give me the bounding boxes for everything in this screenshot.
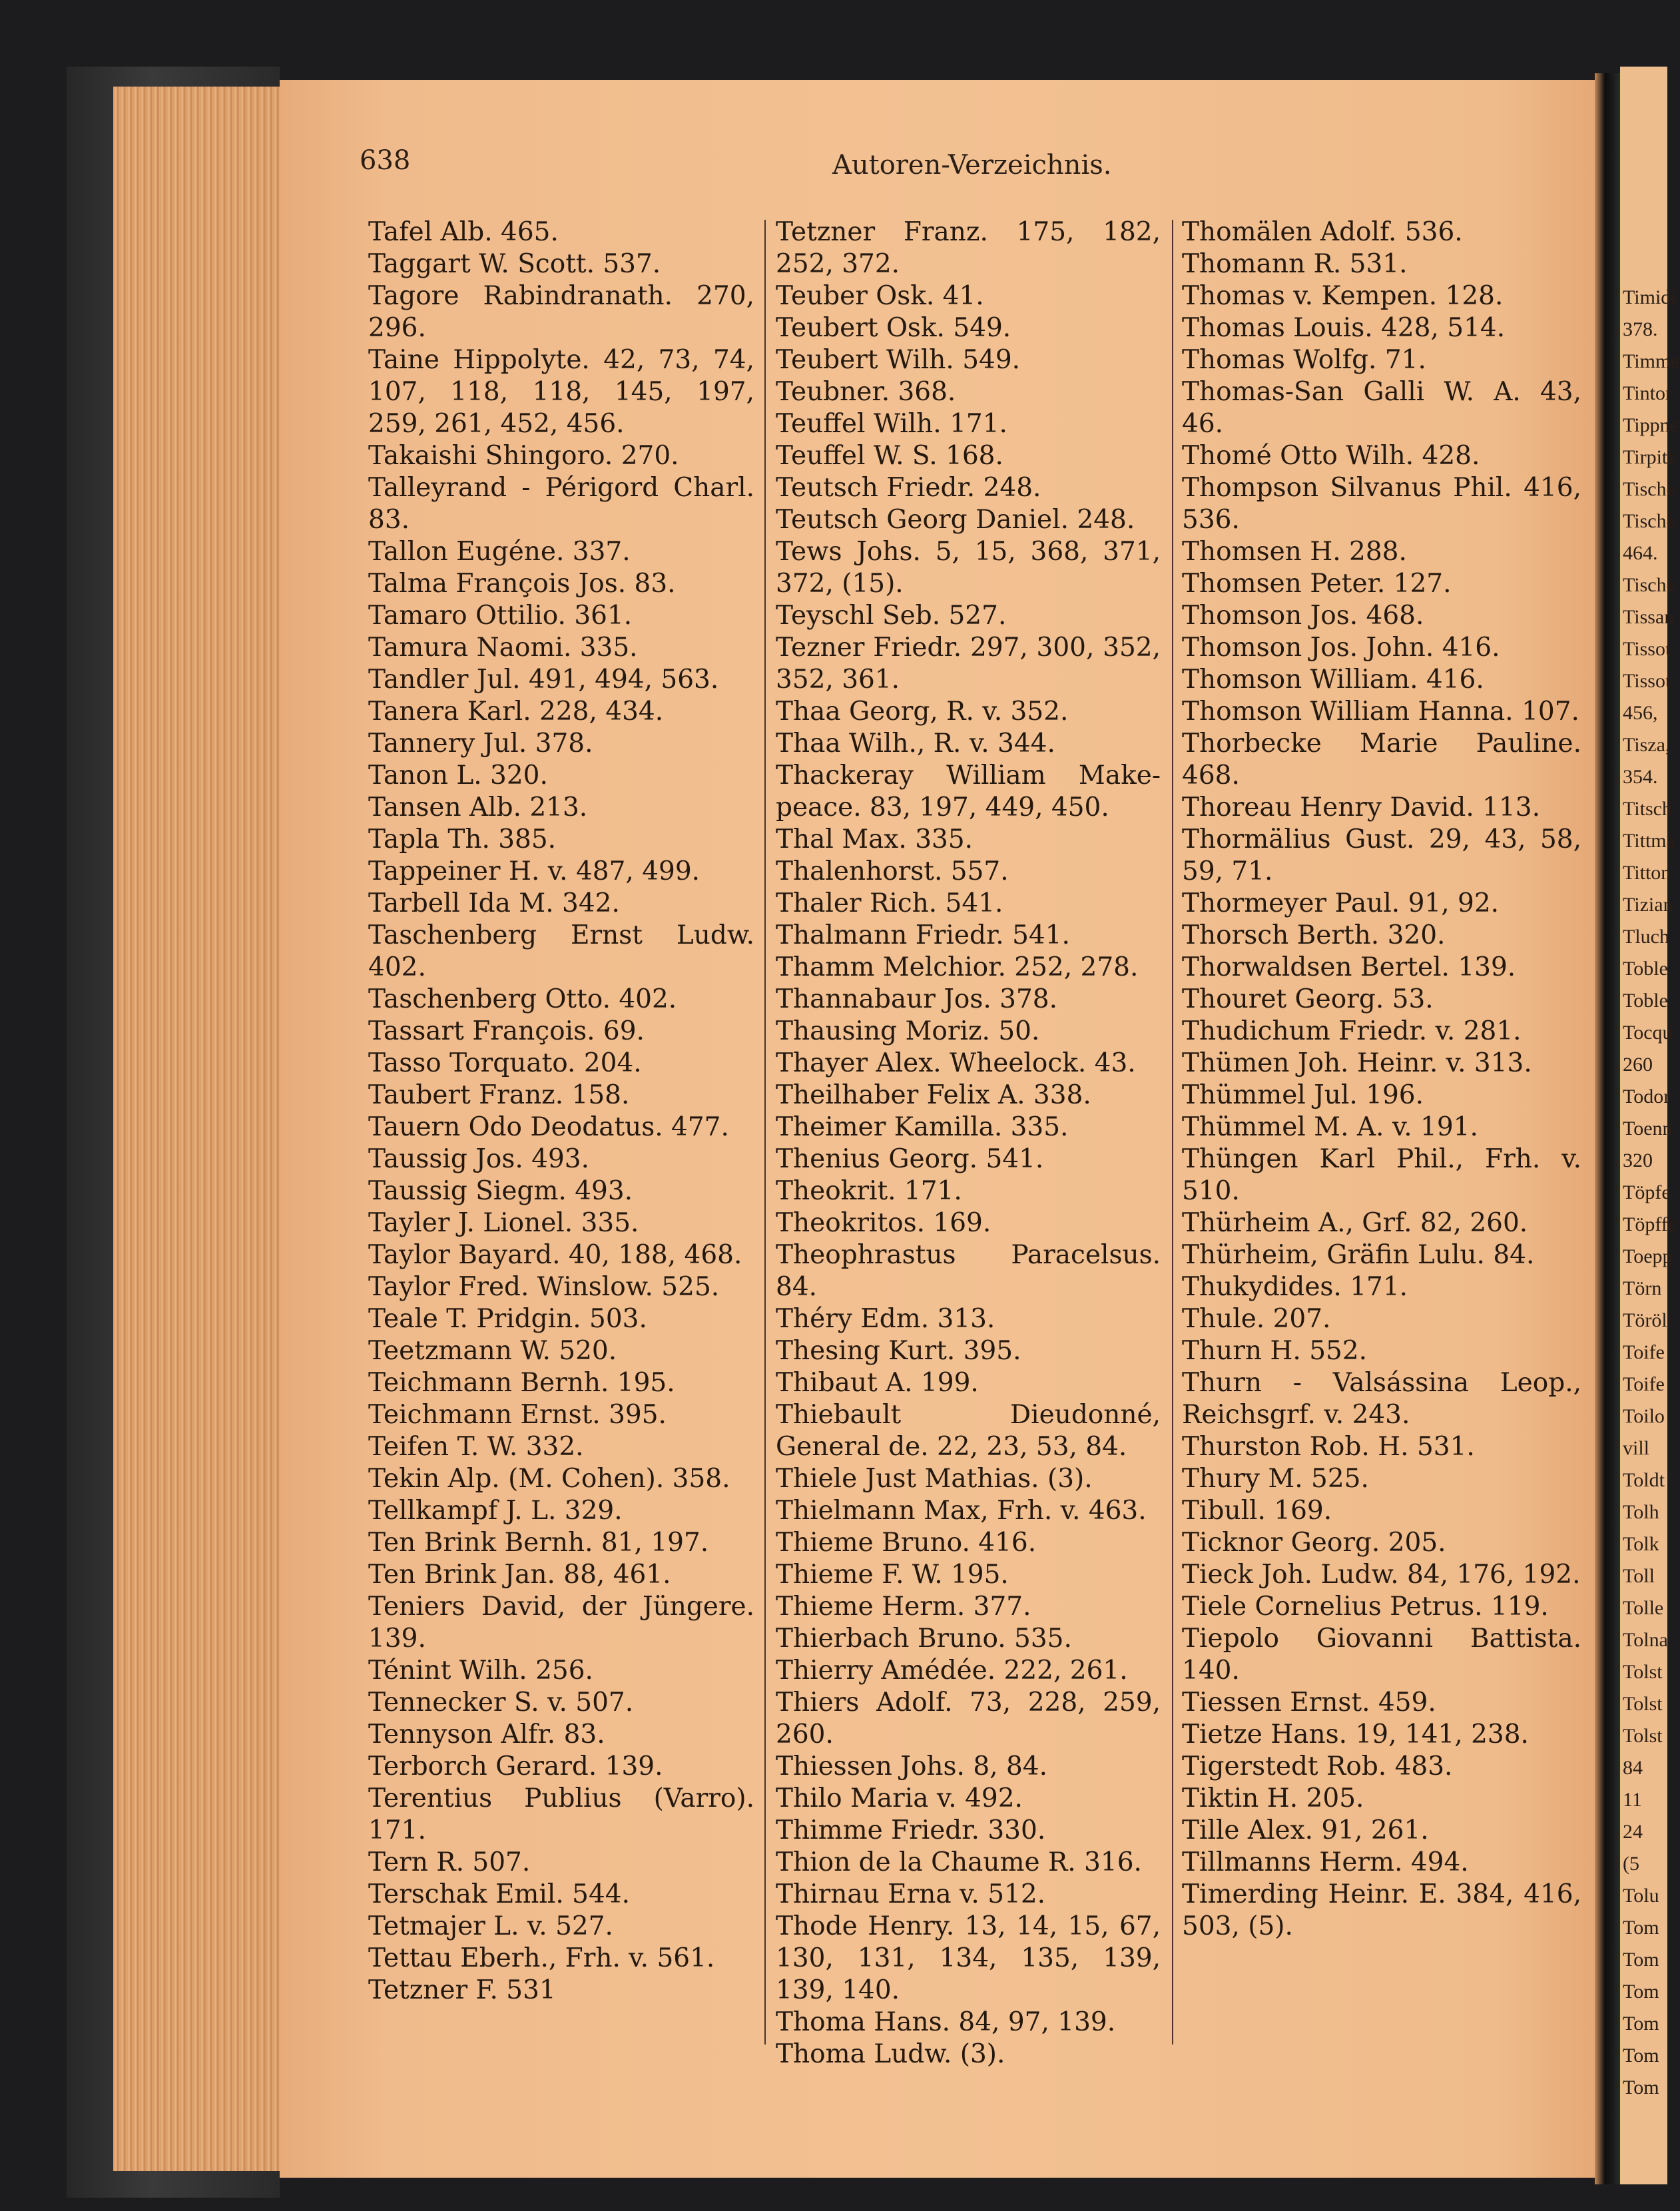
next-page-fragment: Tom: [1623, 2076, 1659, 2098]
next-page-fragment: Toldt: [1623, 1469, 1665, 1491]
next-page-fragment: Tizian: [1623, 894, 1673, 916]
next-page-fragment: 456,: [1623, 702, 1658, 724]
index-entry: Thieme Herm. 377.: [776, 1592, 1031, 1622]
index-entry: Thümmel Jul. 196.: [1182, 1080, 1424, 1110]
index-entry: Tallon Eugéne. 337.: [368, 537, 631, 567]
next-page-fragment: Tolst: [1623, 1661, 1663, 1683]
index-entry: Taussig Siegm. 493.: [368, 1176, 633, 1206]
next-page-fragment: Tische: [1623, 510, 1675, 532]
index-entry: Tayler J. Lionel. 335.: [368, 1208, 639, 1238]
index-entry: Theimer Kamilla. 335.: [776, 1112, 1069, 1142]
index-entry: Thouret Georg. 53.: [1182, 984, 1434, 1014]
page-title: Autoren-Verzeichnis.: [832, 150, 1112, 180]
next-page-fragment: 378.: [1623, 318, 1658, 340]
index-entry: Teichmann Bernh. 195.: [368, 1368, 675, 1398]
index-entry: Tennecker S. v. 507.: [368, 1688, 634, 1718]
index-entry: Tannery Jul. 378.: [368, 729, 593, 759]
index-entry: Tarbell Ida M. 342.: [368, 888, 620, 918]
index-entry: Thomson Jos. 468.: [1182, 601, 1424, 631]
index-entry: Thibaut A. 199.: [776, 1368, 979, 1398]
index-column-3: [1182, 216, 1581, 1943]
next-page-fragment: Töröl: [1623, 1309, 1667, 1331]
next-page-fragment: 354.: [1623, 766, 1658, 788]
index-entry: Thomann R. 531.: [1182, 249, 1408, 279]
index-entry: Thürheim, Gräfin Lulu. 84.: [1182, 1240, 1535, 1270]
next-page-fragment: Töpfe: [1623, 1181, 1671, 1203]
index-entry: Teubert Wilh. 549.: [776, 345, 1021, 375]
next-page-fragment: Tolh: [1623, 1501, 1659, 1523]
index-entry: Thackeray William Make-peace. 83, 197, 449, 450.: [776, 761, 1161, 822]
index-entry: Thomälen Adolf. 536.: [1182, 217, 1463, 247]
index-entry: Thomson Jos. John. 416.: [1182, 633, 1500, 663]
next-page-fragment: Titsch: [1623, 798, 1672, 820]
index-entry: Tiepolo Giovanni Battista. 140.: [1182, 1624, 1581, 1686]
index-entry: Tews Johs. 5, 15, 368, 371, 372, (15).: [776, 537, 1161, 599]
index-entry: Timerding Heinr. E. 384, 416, 503, (5).: [1182, 1879, 1581, 1941]
next-page-fragment: (5: [1623, 1853, 1639, 1875]
index-entry: Tietze Hans. 19, 141, 238.: [1182, 1720, 1529, 1749]
index-entry: Tillmanns Herm. 494.: [1182, 1847, 1469, 1877]
next-page-fragment: Tom: [1623, 2045, 1659, 2066]
index-entry: Thoma Hans. 84, 97, 139.: [776, 2007, 1116, 2037]
next-page-fragment: 11: [1623, 1789, 1642, 1811]
index-entry: Ten Brink Jan. 88, 461.: [368, 1560, 671, 1590]
index-entry: Thomas v. Kempen. 128.: [1182, 281, 1504, 311]
index-entry: Thesing Kurt. 395.: [776, 1336, 1021, 1366]
next-page-fragment: Tolst: [1623, 1693, 1663, 1715]
index-entry: Thierbach Bruno. 535.: [776, 1624, 1072, 1654]
index-entry: Teuber Osk. 41.: [776, 281, 984, 311]
index-entry: Thukydides. 171.: [1182, 1272, 1408, 1302]
index-entry: Tansen Alb. 213.: [368, 792, 588, 822]
next-page-fragment: Tittma: [1623, 830, 1675, 852]
index-entry: Tellkampf J. L. 329.: [368, 1496, 623, 1526]
next-page-fragment: Tirpitz: [1623, 446, 1677, 468]
next-page-fragment: Todor: [1623, 1086, 1671, 1107]
index-entry: Taylor Bayard. 40, 188, 468.: [368, 1240, 742, 1270]
index-entry: Thurn - Valsássina Leop., Reichsgrf. v. 243.: [1182, 1368, 1581, 1430]
index-column-1: [368, 216, 754, 2007]
next-page-fragment: Tissot: [1623, 638, 1671, 660]
index-entry: Takaishi Shingoro. 270.: [368, 441, 679, 471]
index-entry: Ten Brink Bernh. 81, 197.: [368, 1528, 709, 1558]
index-entry: Tiktin H. 205.: [1182, 1783, 1364, 1813]
next-page-fragment: Tische: [1623, 478, 1675, 500]
next-page-fragment: Tissot: [1623, 670, 1671, 692]
index-entry: Tamura Naomi. 335.: [368, 633, 638, 663]
index-entry: Thalenhorst. 557.: [776, 856, 1009, 886]
index-entry: Thieme F. W. 195.: [776, 1560, 1009, 1590]
index-entry: Tibull. 169.: [1182, 1496, 1332, 1526]
next-page-fragment: Töpffe: [1623, 1213, 1677, 1235]
index-entry: Teutsch Georg Daniel. 248.: [776, 505, 1135, 535]
index-entry: Thenius Georg. 541.: [776, 1144, 1044, 1174]
next-page-fragment: vill: [1623, 1437, 1650, 1459]
index-entry: Thomson William Hanna. 107.: [1182, 697, 1579, 727]
index-entry: Thiebault Dieudonné, General de. 22, 23, 53, 84.: [776, 1400, 1161, 1462]
index-entry: Thorwaldsen Bertel. 139.: [1182, 952, 1516, 982]
index-entry: Thieme Bruno. 416.: [776, 1528, 1037, 1558]
index-entry: Ticknor Georg. 205.: [1182, 1528, 1446, 1558]
next-page-fragment: Tolle: [1623, 1597, 1664, 1619]
index-entry: Tern R. 507.: [368, 1847, 531, 1877]
next-page-fragment: Tissan: [1623, 606, 1675, 628]
index-entry: Tetzner F. 531: [368, 1975, 556, 2005]
index-entry: Tauern Odo Deodatus. 477.: [368, 1112, 729, 1142]
next-page-fragment: Tintor: [1623, 382, 1672, 404]
index-entry: Thomsen H. 288.: [1182, 537, 1407, 567]
index-entry: Teyschl Seb. 527.: [776, 601, 1007, 631]
index-entry: Thomas Wolfg. 71.: [1182, 345, 1426, 375]
index-entry: Thomas-San Galli W. A. 43, 46.: [1182, 377, 1581, 439]
next-page-fragment: Tolst: [1623, 1725, 1663, 1747]
index-entry: Thaa Wilh., R. v. 344.: [776, 729, 1055, 759]
next-page-fragment: Toilo: [1623, 1405, 1665, 1427]
index-entry: Tiele Cornelius Petrus. 119.: [1182, 1592, 1549, 1622]
index-entry: Thüngen Karl Phil., Frh. v. 510.: [1182, 1144, 1581, 1206]
index-entry: Thoreau Henry David. 113.: [1182, 792, 1541, 822]
index-entry: Thudichum Friedr. v. 281.: [1182, 1016, 1522, 1046]
index-entry: Thal Max. 335.: [776, 824, 974, 854]
index-column-2: [776, 216, 1161, 2070]
index-entry: Tezner Friedr. 297, 300, 352, 352, 361.: [776, 633, 1161, 695]
index-entry: Teutsch Friedr. 248.: [776, 473, 1041, 503]
index-entry: Theokrit. 171.: [776, 1176, 962, 1206]
next-page-fragment: 320: [1623, 1149, 1653, 1171]
next-page-fragment: Toenn: [1623, 1117, 1673, 1139]
index-entry: Teale T. Pridgin. 503.: [368, 1304, 647, 1334]
index-entry: Thürheim A., Grf. 82, 260.: [1182, 1208, 1528, 1238]
index-entry: Teubert Osk. 549.: [776, 313, 1011, 343]
index-entry: Thaler Rich. 541.: [776, 888, 1003, 918]
index-entry: Thayer Alex. Wheelock. 43.: [776, 1048, 1136, 1078]
next-page-fragment: Toble: [1623, 958, 1668, 980]
index-entry: Thompson Silvanus Phil. 416, 536.: [1182, 473, 1581, 535]
index-entry: Teifen T. W. 332.: [368, 1432, 584, 1462]
next-page-fragment: Tolu: [1623, 1885, 1659, 1907]
index-entry: Tanera Karl. 228, 434.: [368, 697, 664, 727]
index-entry: Teichmann Ernst. 395.: [368, 1400, 667, 1430]
index-entry: Thaa Georg, R. v. 352.: [776, 697, 1069, 727]
index-entry: Thurn H. 552.: [1182, 1336, 1368, 1366]
index-entry: Thirnau Erna v. 512.: [776, 1879, 1046, 1909]
index-entry: Talma François Jos. 83.: [368, 569, 676, 599]
next-page-fragment: Tluch: [1623, 926, 1669, 948]
index-entry: Thormeyer Paul. 91, 92.: [1182, 888, 1500, 918]
index-entry: Thurston Rob. H. 531.: [1182, 1432, 1475, 1462]
index-entry: Thimme Friedr. 330.: [776, 1815, 1046, 1845]
index-entry: Tanon L. 320.: [368, 761, 548, 790]
next-page-fragment: 260: [1623, 1054, 1653, 1076]
index-entry: Thorsch Berth. 320.: [1182, 920, 1446, 950]
index-entry: Thorbecke Marie Pauline. 468.: [1182, 729, 1581, 790]
index-entry: Thury M. 525.: [1182, 1464, 1369, 1494]
index-entry: Thalmann Friedr. 541.: [776, 920, 1070, 950]
index-entry: Tetzner Franz. 175, 182, 252, 372.: [776, 217, 1161, 279]
next-page-fragment: 464.: [1623, 542, 1658, 564]
index-entry: Tagore Rabindranath. 270, 296.: [368, 281, 754, 343]
index-entry: Taylor Fred. Winslow. 525.: [368, 1272, 720, 1302]
index-entry: Teetzmann W. 520.: [368, 1336, 617, 1366]
next-page-fragment: Toble: [1623, 990, 1668, 1012]
next-page-fragment: 84: [1623, 1757, 1643, 1779]
index-entry: Terschak Emil. 544.: [368, 1879, 630, 1909]
index-entry: Tetmajer L. v. 527.: [368, 1911, 613, 1941]
next-page-fragment: Toll: [1623, 1565, 1655, 1587]
next-page-fragment: Tisza,: [1623, 734, 1671, 756]
index-entry: Taggart W. Scott. 537.: [368, 249, 661, 279]
index-entry: Thomé Otto Wilh. 428.: [1182, 441, 1480, 471]
index-entry: Tekin Alp. (M. Cohen). 358.: [368, 1464, 730, 1494]
index-entry: Taubert Franz. 158.: [368, 1080, 630, 1110]
index-entry: Thomson William. 416.: [1182, 665, 1484, 695]
index-entry: Tettau Eberh., Frh. v. 561.: [368, 1943, 715, 1973]
index-entry: Thierry Amédée. 222, 261.: [776, 1656, 1128, 1686]
index-entry: Tieck Joh. Ludw. 84, 176, 192.: [1182, 1560, 1581, 1590]
index-entry: Thamm Melchior. 252, 278.: [776, 952, 1139, 982]
next-page-fragment: Tolna: [1623, 1629, 1668, 1651]
index-entry: Teubner. 368.: [776, 377, 956, 407]
index-entry: Talleyrand - Périgord Charl. 83.: [368, 473, 754, 535]
index-entry: Thümmel M. A. v. 191.: [1182, 1112, 1478, 1142]
column-rule-1: [764, 220, 766, 2045]
next-page-edge: [1620, 67, 1680, 2184]
index-entry: Tandler Jul. 491, 494, 563.: [368, 665, 719, 695]
index-entry: Teuffel W. S. 168.: [776, 441, 1003, 471]
index-entry: Thannabaur Jos. 378.: [776, 984, 1058, 1014]
index-entry: Thielmann Max, Frh. v. 463.: [776, 1496, 1147, 1526]
next-page-fragment: Toife: [1623, 1373, 1665, 1395]
next-page-fragment: Tom: [1623, 1949, 1659, 1971]
next-page-fragment: Toepp: [1623, 1245, 1673, 1267]
page-edges: [113, 87, 286, 2171]
index-entry: Tasso Torquato. 204.: [368, 1048, 642, 1078]
page-number: 638: [360, 145, 411, 176]
index-entry: Tigerstedt Rob. 483.: [1182, 1751, 1453, 1781]
index-entry: Thilo Maria v. 492.: [776, 1783, 1023, 1813]
book-gutter: [1595, 73, 1620, 2184]
column-rule-2: [1172, 220, 1173, 2045]
index-entry: Taschenberg Ernst Ludw. 402.: [368, 920, 754, 982]
index-entry: Tiessen Ernst. 459.: [1182, 1688, 1436, 1718]
index-entry: Tassart François. 69.: [368, 1016, 645, 1046]
index-entry: Tennyson Alfr. 83.: [368, 1720, 605, 1749]
index-entry: Taussig Jos. 493.: [368, 1144, 589, 1174]
index-entry: Thormälius Gust. 29, 43, 58, 59, 71.: [1182, 824, 1581, 886]
index-entry: Theophrastus Paracelsus. 84.: [776, 1240, 1161, 1302]
index-entry: Tapla Th. 385.: [368, 824, 557, 854]
next-page-fragment: Tocqu: [1623, 1022, 1673, 1044]
next-page-fragment: Tom: [1623, 1917, 1659, 1939]
index-entry: Thoma Ludw. (3).: [776, 2039, 1005, 2069]
next-page-fragment: Törn: [1623, 1277, 1662, 1299]
index-entry: Taine Hippolyte. 42, 73, 74, 107, 118, 118, 145, 197, 259, 261, 452, 456.: [368, 345, 754, 439]
index-entry: Thausing Moriz. 50.: [776, 1016, 1040, 1046]
index-entry: Tamaro Ottilio. 361.: [368, 601, 633, 631]
index-entry: Thiele Just Mathias. (3).: [776, 1464, 1093, 1494]
index-entry: Thode Henry. 13, 14, 15, 67, 130, 131, 134, 135, 139, 139, 140.: [776, 1911, 1161, 2005]
index-entry: Theilhaber Felix A. 338.: [776, 1080, 1091, 1110]
next-page-fragment: Titton: [1623, 862, 1671, 884]
index-entry: Terborch Gerard. 139.: [368, 1751, 663, 1781]
index-entry: Thiessen Johs. 8, 84.: [776, 1751, 1047, 1781]
index-entry: Tappeiner H. v. 487, 499.: [368, 856, 700, 886]
index-entry: Théry Edm. 313.: [776, 1304, 995, 1334]
index-entry: Thule. 207.: [1182, 1304, 1331, 1334]
next-page-fragment: Toife: [1623, 1341, 1665, 1363]
next-page-fragment: Tippne: [1623, 414, 1679, 436]
index-entry: Ténint Wilh. 256.: [368, 1656, 593, 1686]
index-entry: Thiers Adolf. 73, 228, 259, 260.: [776, 1688, 1161, 1749]
index-entry: Thion de la Chaume R. 316.: [776, 1847, 1142, 1877]
index-entry: Theokritos. 169.: [776, 1208, 991, 1238]
next-page-fragment: Tische: [1623, 574, 1675, 596]
next-page-fragment: Tolk: [1623, 1533, 1659, 1555]
index-entry: Taschenberg Otto. 402.: [368, 984, 677, 1014]
next-page-fragment: Timme: [1623, 350, 1680, 372]
index-entry: Tille Alex. 91, 261.: [1182, 1815, 1429, 1845]
next-page-fragment: Tom: [1623, 1981, 1659, 2003]
index-entry: Thomas Louis. 428, 514.: [1182, 313, 1506, 343]
index-entry: Thümen Joh. Heinr. v. 313.: [1182, 1048, 1532, 1078]
next-page-fragment: Tom: [1623, 2013, 1659, 2035]
index-entry: Terentius Publius (Varro). 171.: [368, 1783, 754, 1845]
index-entry: Teuffel Wilh. 171.: [776, 409, 1007, 439]
index-entry: Teniers David, der Jüngere. 139.: [368, 1592, 754, 1654]
index-entry: Tafel Alb. 465.: [368, 217, 559, 247]
next-page-fragment: Timidi: [1623, 286, 1677, 308]
index-entry: Thomsen Peter. 127.: [1182, 569, 1452, 599]
next-page-fragment: 24: [1623, 1821, 1643, 1843]
